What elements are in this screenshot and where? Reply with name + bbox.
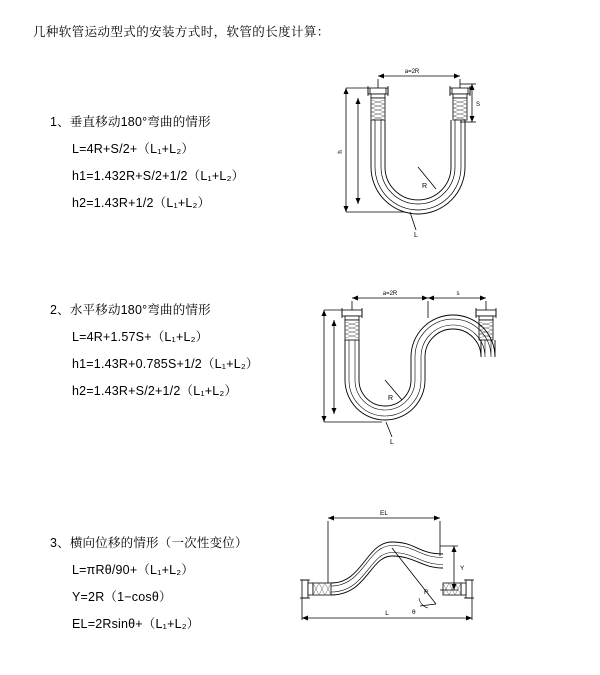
figure-lateral-offset — [288, 506, 488, 636]
section-3-formula-3: EL=2Rsinθ+（L₁+L₂） — [72, 617, 200, 631]
figure-horizontal-180-bend — [300, 282, 510, 472]
section-2-title: 2、水平移动180°弯曲的情形 — [50, 303, 211, 317]
svg-text:L: L — [385, 610, 389, 617]
section-3-formula-2: Y=2R（1−cosθ） — [72, 590, 172, 604]
section-1 — [50, 112, 244, 211]
svg-text:Y: Y — [460, 565, 465, 572]
section-1-formula-1: L=4R+S/2+（L₁+L₂） — [72, 142, 195, 156]
svg-text:a=2R: a=2R — [404, 69, 420, 75]
svg-text:h: h — [338, 150, 344, 154]
section-2-formula-2: h1=1.43R+0.785S+1/2（L₁+L₂） — [72, 357, 259, 371]
svg-text:S: S — [476, 102, 481, 108]
svg-text:R: R — [424, 589, 429, 596]
section-1-formula-2: h1=1.432R+S/2+1/2（L₁+L₂） — [72, 169, 245, 183]
page-title: 几种软管运动型式的安装方式时，软管的长度计算： — [33, 25, 330, 39]
svg-text:L: L — [414, 232, 418, 239]
figure-vertical-180-bend — [300, 62, 500, 262]
section-1-title: 1、垂直移动180°弯曲的情形 — [50, 115, 211, 129]
svg-text:θ: θ — [412, 609, 416, 616]
svg-text:L: L — [390, 439, 394, 446]
section-3-title: 3、横向位移的情形（一次性变位） — [50, 536, 248, 550]
svg-text:R: R — [422, 183, 428, 190]
section-2-formula-1: L=4R+1.57S+（L₁+L₂） — [72, 330, 209, 344]
section-3 — [50, 533, 248, 632]
section-3-formula-1: L=πRθ/90+（L₁+L₂） — [72, 563, 195, 577]
section-2 — [50, 300, 259, 399]
svg-text:a=2R: a=2R — [382, 291, 398, 297]
svg-text:EL: EL — [380, 510, 388, 517]
svg-text:R: R — [388, 395, 394, 402]
section-1-formula-3: h2=1.43R+1/2（L₁+L₂） — [72, 196, 211, 210]
section-2-formula-3: h2=1.43R+S/2+1/2（L₁+L₂） — [72, 384, 238, 398]
svg-text:s: s — [456, 291, 460, 297]
